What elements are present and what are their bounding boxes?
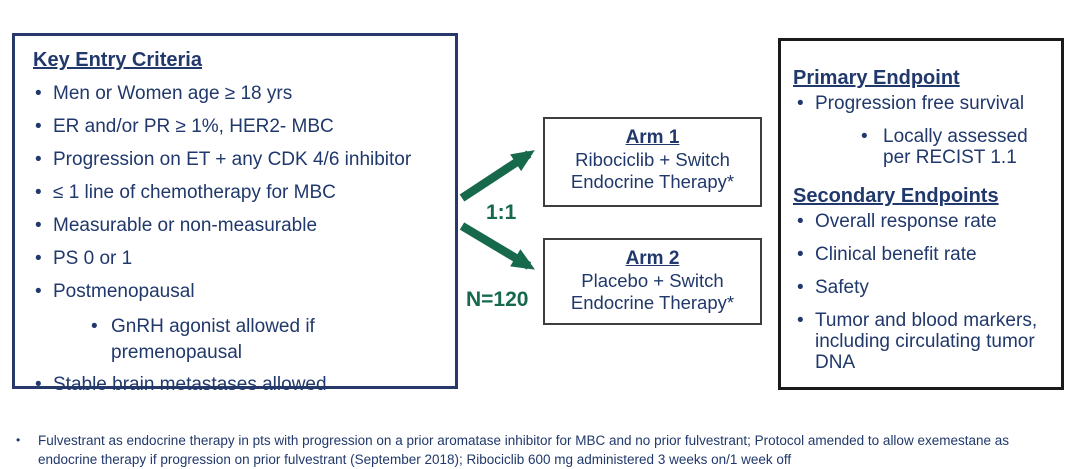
randomization-ratio-label: 1:1 xyxy=(486,201,517,224)
secondary-endpoints-list xyxy=(793,211,1053,373)
primary-endpoint-subitem: • Locally assessed per RECIST 1.1 xyxy=(793,126,1053,168)
arm1-treatment: Ribociclib + Switch Endocrine Therapy* xyxy=(570,149,735,192)
footnote xyxy=(16,431,1072,469)
sample-size-label: N=120 xyxy=(466,288,529,311)
entry-criteria-item: • PS 0 or 1 xyxy=(31,248,447,269)
entry-criteria-item: • ER and/or PR ≥ 1%, HER2- MBC xyxy=(31,116,447,137)
bullet-icon: • xyxy=(16,433,21,447)
primary-endpoint-item: • Progression free survival xyxy=(793,93,1053,114)
entry-criteria-title: Key Entry Criteria xyxy=(33,49,202,71)
arm2-title: Arm 2 xyxy=(625,248,680,269)
entry-criteria-item: • Measurable or non-measurable xyxy=(31,215,447,236)
primary-endpoint-title: Primary Endpoint xyxy=(793,67,960,89)
footnote-text: Fulvestrant as endocrine therapy in pts with progression on a prior aromatase inhibitor for MBC and no prior fulvestrant; Protocol amended to allow exemestane as endocrine therapy if progression on prior fulvestrant (September 2018); Ribociclib 600 mg administered 3 weeks on/1 week off xyxy=(38,433,1009,467)
entry-criteria-item: • Postmenopausal xyxy=(31,281,447,302)
arm1-box xyxy=(543,117,762,207)
secondary-endpoint-item: • Tumor and blood markers, including circulating tumor DNA xyxy=(793,310,1045,373)
entry-criteria-subitem: • GnRH agonist allowed if premenopausal xyxy=(89,314,343,366)
arm1-title: Arm 1 xyxy=(625,127,680,148)
endpoints-box xyxy=(778,38,1064,390)
entry-criteria-item: • Stable brain metastases allowed xyxy=(31,374,447,395)
secondary-endpoint-item: • Safety xyxy=(793,277,1053,298)
arm2-treatment: Placebo + Switch Endocrine Therapy* xyxy=(570,270,735,313)
secondary-endpoint-item: • Overall response rate xyxy=(793,211,1053,232)
secondary-endpoint-item: • Clinical benefit rate xyxy=(793,244,1053,265)
entry-criteria-item: • Men or Women age ≥ 18 yrs xyxy=(31,83,447,104)
arm2-box xyxy=(543,238,762,325)
primary-endpoint-list xyxy=(793,93,1053,168)
secondary-endpoints-title: Secondary Endpoints xyxy=(793,185,999,207)
arrow-to-arm1-icon xyxy=(462,154,529,198)
entry-criteria-list xyxy=(31,83,447,395)
arrow-to-arm2-icon xyxy=(462,226,529,266)
entry-criteria-box xyxy=(12,33,458,395)
entry-criteria-item: • Progression on ET + any CDK 4/6 inhibitor xyxy=(31,149,447,170)
entry-criteria-item: • ≤ 1 line of chemotherapy for MBC xyxy=(31,182,447,203)
